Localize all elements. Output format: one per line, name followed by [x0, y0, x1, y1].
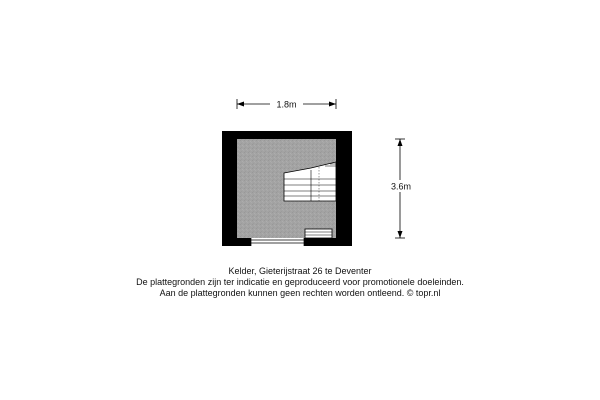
window — [251, 238, 304, 246]
floorplan-caption — [0, 266, 600, 299]
caption-title: Kelder, Gieterijstraat 26 te Deventer — [228, 266, 372, 276]
caption-disclaimer-2: Aan de plattegronden kunnen geen rechten worden ontleend. © topr.nl — [159, 288, 441, 298]
height-dimension-label: 3.6m — [390, 181, 412, 192]
width-dimension — [237, 98, 336, 110]
caption-disclaimer-1: De plattegronden zijn ter indicatie en geproduceerd voor promotionele doeleinden. — [136, 277, 464, 287]
width-dimension-label: 1.8m — [276, 99, 297, 110]
radiator — [305, 229, 332, 238]
height-dimension — [386, 139, 416, 238]
